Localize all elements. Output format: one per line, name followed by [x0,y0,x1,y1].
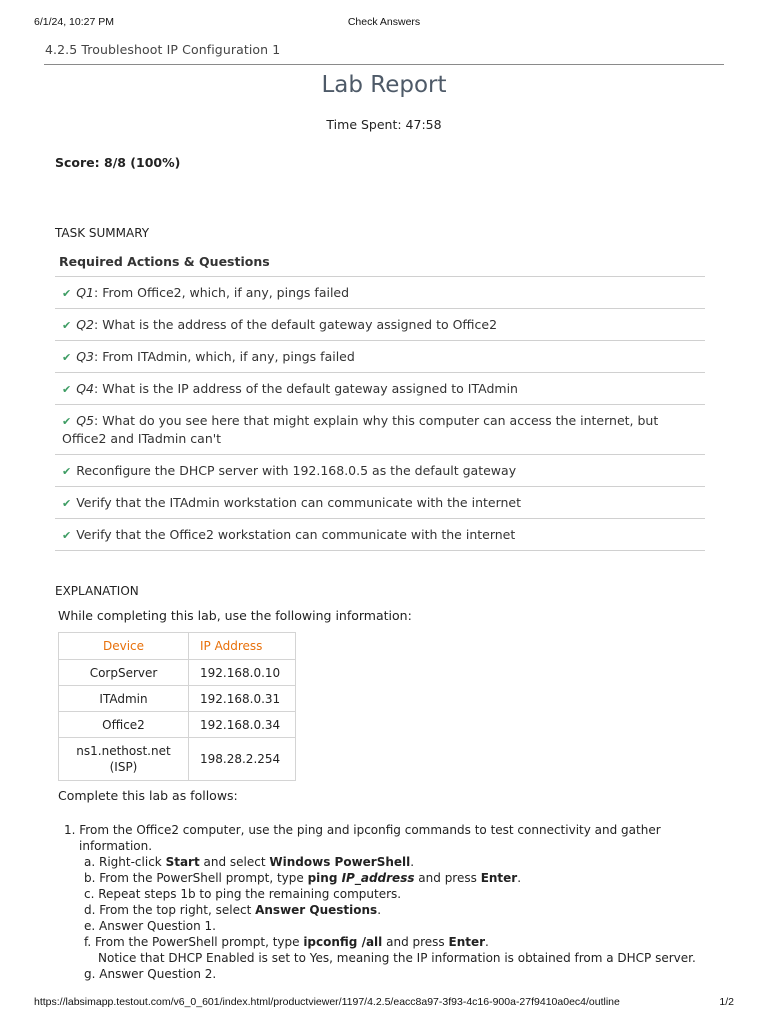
action-item-q3[interactable] [55,341,705,373]
substep-d: d. From the top right, select Answer Questions. [84,903,382,917]
table-row [59,660,296,686]
substep-b: b. From the PowerShell prompt, type ping IP_address and press Enter. [84,871,522,885]
question-number: Q1 [76,285,95,300]
check-icon: ✔ [62,415,72,428]
report-title: Lab Report [321,72,447,98]
device-cell: ns1.nethost.net (ISP) [59,738,189,781]
question-number: Q4 [76,381,95,396]
device-cell: ITAdmin [59,686,189,712]
substep-g: g. Answer Question 2. [84,967,217,981]
question-number: Q2 [76,317,95,332]
ip-cell: 192.168.0.31 [189,686,296,712]
action-item-q5[interactable] [55,405,705,455]
required-actions-header: Required Actions & Questions [55,250,705,277]
action-text: Reconfigure the DHCP server with 192.168.0.5 as the default gateway [76,463,517,478]
substep-e: e. Answer Question 1. [84,919,216,933]
ip-cell: 192.168.0.34 [189,712,296,738]
action-text: Verify that the Office2 workstation can communicate with the internet [76,527,516,542]
device-cell: Office2 [59,712,189,738]
print-footer [34,996,734,1010]
explanation-intro: While completing this lab, use the following information: [58,608,412,623]
check-icon: ✔ [62,351,72,364]
device-cell: CorpServer [59,660,189,686]
action-item-reconfigure-dhcp[interactable] [55,455,705,487]
action-text: : What do you see here that might explain why this computer can access the internet, but Office2 and ITadmin can't [62,413,659,446]
check-icon: ✔ [62,465,72,478]
action-text: : What is the address of the default gateway assigned to Office2 [94,317,498,332]
step-1 [64,822,724,854]
explanation-label: EXPLANATION [55,584,139,598]
print-page-title: Check Answers [347,16,421,28]
action-item-q4[interactable] [55,373,705,405]
step-number: 1. [64,823,76,837]
question-number: Q3 [76,349,95,364]
time-spent: Time Spent: 47:58 [326,117,442,132]
print-header [34,16,734,30]
ip-cell: 192.168.0.10 [189,660,296,686]
action-text: : From ITAdmin, which, if any, pings failed [94,349,355,364]
step-text: From the Office2 computer, use the ping and ipconfig commands to test connectivity and gather information. [79,823,661,853]
action-text: : From Office2, which, if any, pings failed [94,285,350,300]
action-text: : What is the IP address of the default gateway assigned to ITAdmin [94,381,518,396]
ip-address-table [58,632,296,781]
lab-title: 4.2.5 Troubleshoot IP Configuration 1 [45,42,281,57]
steps-list [64,822,724,982]
table-row [59,686,296,712]
table-row [59,712,296,738]
action-item-q1[interactable] [55,277,705,309]
substep-c: c. Repeat steps 1b to ping the remaining computers. [84,887,402,901]
check-icon: ✔ [62,529,72,542]
check-icon: ✔ [62,497,72,510]
check-icon: ✔ [62,383,72,396]
substep-f-note: Notice that DHCP Enabled is set to Yes, meaning the IP information is obtained from a DHCP server. [98,951,696,965]
step-1-substeps [64,854,724,982]
table-row [59,738,296,781]
column-header-ip: IP Address [189,633,296,660]
score: Score: 8/8 (100%) [55,155,181,170]
column-header-device: Device [59,633,189,660]
page-url: https://labsimapp.testout.com/v6_0_601/index.html/productviewer/1197/4.2.5/eacc8a97-3f93-4c16-900a-27f9410a0ec4/outline [34,996,620,1008]
complete-instructions-label: Complete this lab as follows: [58,788,238,803]
print-date: 6/1/24, 10:27 PM [34,16,114,28]
check-icon: ✔ [62,319,72,332]
action-text: Verify that the ITAdmin workstation can communicate with the internet [76,495,522,510]
action-item-q2[interactable] [55,309,705,341]
substep-a: a. Right-click Start and select Windows PowerShell. [84,855,415,869]
action-item-verify-itadmin[interactable] [55,487,705,519]
table-header-row [59,633,296,660]
action-item-verify-office2[interactable] [55,519,705,551]
substep-f: f. From the PowerShell prompt, type ipconfig /all and press Enter. [84,935,489,949]
task-summary-label: TASK SUMMARY [55,226,150,240]
question-number: Q5 [76,413,95,428]
title-divider [44,64,724,65]
required-actions-list [55,250,705,551]
ip-cell: 198.28.2.254 [189,738,296,781]
page-number: 1/2 [719,996,734,1008]
check-icon: ✔ [62,287,72,300]
